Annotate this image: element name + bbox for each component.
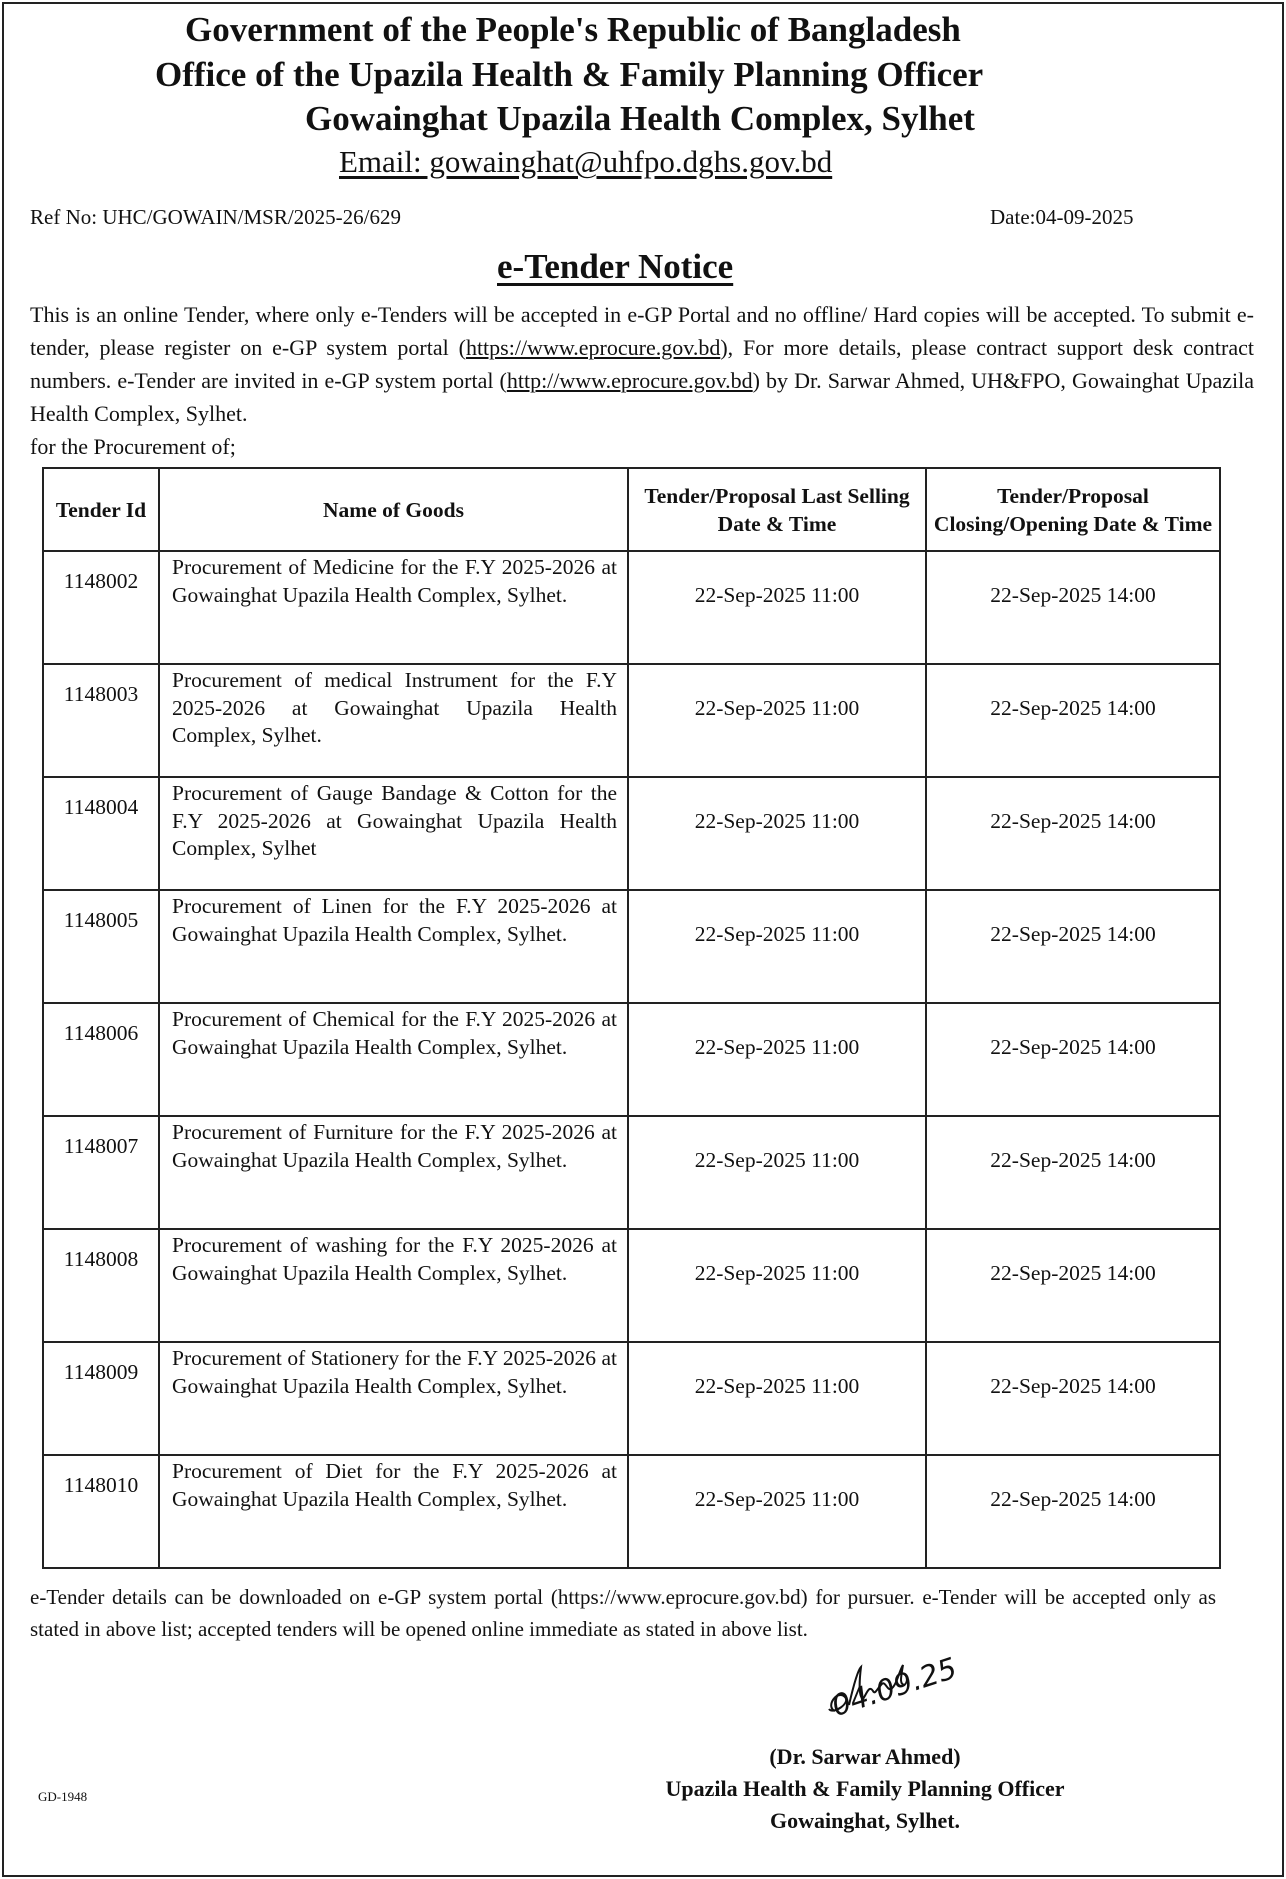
table-row xyxy=(43,551,1220,664)
intro-text-4: for the Procurement of; xyxy=(30,434,236,459)
goods-name: Procurement of Medicine for the F.Y 2025-2026 at Gowainghat Upazila Health Complex, Sylhet. xyxy=(159,551,628,664)
col-tender-id: Tender Id xyxy=(43,468,159,551)
tender-id: 1148008 xyxy=(43,1229,159,1342)
intro-text-3: ) by Dr. Sarwar Ahmed, UH&FPO, Gowainghat Upazila Health Complex, Sylhet. xyxy=(30,368,1254,426)
notice-body xyxy=(30,0,1254,1879)
closing-datetime: 22-Sep-2025 14:00 xyxy=(926,1229,1220,1342)
tender-id: 1148003 xyxy=(43,664,159,777)
table-row xyxy=(43,1003,1220,1116)
eprocure-https-link[interactable]: https://www.eprocure.gov.bd xyxy=(465,335,721,360)
selling-datetime: 22-Sep-2025 11:00 xyxy=(628,1003,926,1116)
closing-datetime: 22-Sep-2025 14:00 xyxy=(926,1342,1220,1455)
closing-datetime: 22-Sep-2025 14:00 xyxy=(926,890,1220,1003)
signatory-location: Gowainghat, Sylhet. xyxy=(769,1808,961,1833)
closing-datetime: 22-Sep-2025 14:00 xyxy=(926,1116,1220,1229)
tender-id: 1148010 xyxy=(43,1455,159,1568)
tender-id: 1148006 xyxy=(43,1003,159,1116)
tender-id: 1148009 xyxy=(43,1342,159,1455)
goods-name: Procurement of washing for the F.Y 2025-2026 at Gowainghat Upazila Health Complex, Sylhet. xyxy=(159,1229,628,1342)
complex-heading: Gowainghat Upazila Health Complex, Sylhet xyxy=(305,99,975,138)
goods-name: Procurement of Furniture for the F.Y 2025-2026 at Gowainghat Upazila Health Complex, Sylhet. xyxy=(159,1116,628,1229)
signature-area xyxy=(30,1649,1254,1849)
closing-datetime: 22-Sep-2025 14:00 xyxy=(926,1455,1220,1568)
col-selling: Tender/Proposal Last Selling Date & Time xyxy=(628,468,926,551)
closing-datetime: 22-Sep-2025 14:00 xyxy=(926,777,1220,890)
selling-datetime: 22-Sep-2025 11:00 xyxy=(628,664,926,777)
reference-number: Ref No: UHC/GOWAIN/MSR/2025-26/629 xyxy=(30,205,401,229)
closing-datetime: 22-Sep-2025 14:00 xyxy=(926,551,1220,664)
government-heading: Government of the People's Republic of Bangladesh xyxy=(185,10,961,49)
goods-name: Procurement of Linen for the F.Y 2025-2026 at Gowainghat Upazila Health Complex, Sylhet. xyxy=(159,890,628,1003)
intro-text-2: ), For more details, please contract support desk contract numbers. e-Tender are invited in e-GP system portal ( xyxy=(30,335,1254,393)
signatory-designation: Upazila Health & Family Planning Officer xyxy=(665,1776,1065,1801)
signatory-block xyxy=(620,1741,1110,1837)
email-line: Email: gowainghat@uhfpo.dghs.gov.bd xyxy=(339,144,833,179)
goods-name: Procurement of Gauge Bandage & Cotton for the F.Y 2025-2026 at Gowainghat Upazila Health Complex, Sylhet xyxy=(159,777,628,890)
closing-datetime: 22-Sep-2025 14:00 xyxy=(926,1003,1220,1116)
table-row xyxy=(43,664,1220,777)
selling-datetime: 22-Sep-2025 11:00 xyxy=(628,890,926,1003)
goods-name: Procurement of Stationery for the F.Y 2025-2026 at Gowainghat Upazila Health Complex, Sylhet. xyxy=(159,1342,628,1455)
tender-id: 1148004 xyxy=(43,777,159,890)
table-row xyxy=(43,777,1220,890)
table-row xyxy=(43,1455,1220,1568)
selling-datetime: 22-Sep-2025 11:00 xyxy=(628,777,926,890)
table-row xyxy=(43,890,1220,1003)
document-code: GD-1948 xyxy=(38,1789,88,1804)
goods-name: Procurement of Diet for the F.Y 2025-2026 at Gowainghat Upazila Health Complex, Sylhet. xyxy=(159,1455,628,1568)
intro-text-1: This is an online Tender, where only e-Tenders will be accepted in e-GP Portal and no offline/ Hard copies will be accepted. To submit e-tender, please register on e-GP system portal ( xyxy=(30,302,1254,360)
notice-date: Date:04-09-2025 xyxy=(990,205,1134,229)
table-row xyxy=(43,1342,1220,1455)
selling-datetime: 22-Sep-2025 11:00 xyxy=(628,1342,926,1455)
goods-name: Procurement of medical Instrument for the F.Y 2025-2026 at Gowainghat Upazila Health Complex, Sylhet. xyxy=(159,664,628,777)
tender-id: 1148007 xyxy=(43,1116,159,1229)
signatory-name: (Dr. Sarwar Ahmed) xyxy=(769,1744,961,1769)
eprocure-http-link[interactable]: http://www.eprocure.gov.bd xyxy=(506,368,753,393)
closing-datetime: 22-Sep-2025 14:00 xyxy=(926,664,1220,777)
table-row xyxy=(43,1116,1220,1229)
intro-paragraph xyxy=(30,298,1254,463)
table-header-row xyxy=(43,468,1220,551)
tender-table xyxy=(42,467,1221,1569)
signature-date: 04.09.25 xyxy=(827,1650,961,1723)
selling-datetime: 22-Sep-2025 11:00 xyxy=(628,1455,926,1568)
col-goods: Name of Goods xyxy=(159,468,628,551)
selling-datetime: 22-Sep-2025 11:00 xyxy=(628,1116,926,1229)
selling-datetime: 22-Sep-2025 11:00 xyxy=(628,551,926,664)
goods-name: Procurement of Chemical for the F.Y 2025-2026 at Gowainghat Upazila Health Complex, Sylhet. xyxy=(159,1003,628,1116)
table-row xyxy=(43,1229,1220,1342)
selling-datetime: 22-Sep-2025 11:00 xyxy=(628,1229,926,1342)
tender-id: 1148002 xyxy=(43,551,159,664)
notice-title: e-Tender Notice xyxy=(497,247,734,286)
tender-id: 1148005 xyxy=(43,890,159,1003)
footer-paragraph: e-Tender details can be downloaded on e-GP system portal (https://www.eprocure.gov.bd) for pursuer. e-Tender will be accepted only as stated in above list; accepted tenders will be opened online immediate as stated in above list. xyxy=(30,1585,1216,1641)
office-heading: Office of the Upazila Health & Family Planning Officer xyxy=(155,55,984,94)
col-closing: Tender/Proposal Closing/Opening Date & Time xyxy=(926,468,1220,551)
